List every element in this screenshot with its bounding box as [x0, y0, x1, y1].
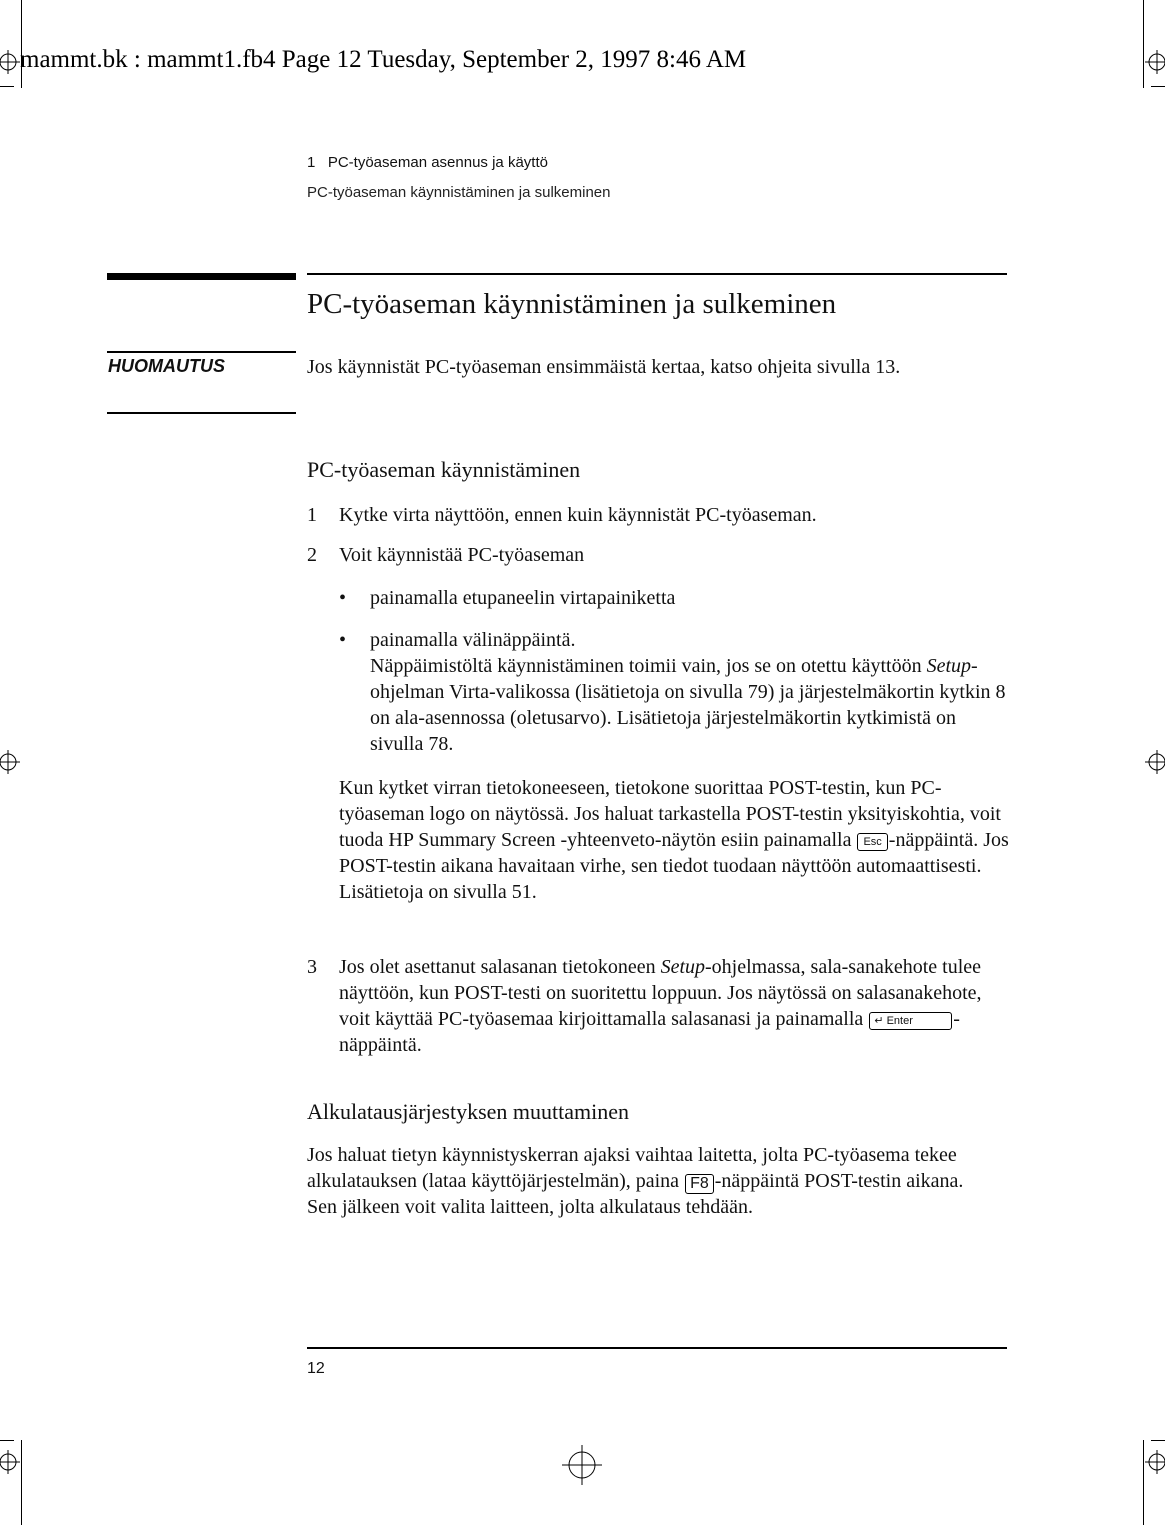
step-number: 3 [307, 956, 317, 978]
registration-mark-icon [0, 1450, 20, 1474]
step-text-part: -näppäintä. [339, 1008, 960, 1056]
crop-mark-bottom-right-h [1151, 1440, 1165, 1441]
running-head-chapter: 1 PC-työaseman asennus ja käyttö [307, 154, 548, 171]
step-text-part: -ohjelmassa, sala-sanakehote tulee näyttöön, kun POST-testi on suoritettu loppuun. Jos näytössä on salasanakehote, voit käyttää PC-työasemaa kirjoittamalla salasanasi ja painamalla [339, 956, 982, 1030]
print-header: mammt.bk : mammt1.fb4 Page 12 Tuesday, September 2, 1997 8:46 AM [20, 46, 747, 73]
heading-thick-rule [107, 273, 296, 280]
bullet-text-detail [370, 653, 1010, 757]
boot-order-part: -näppäintä POST-testin aikana. Sen jälkeen voit valita laitteen, jolta alkulataus tehdään. [307, 1170, 964, 1218]
section-heading-boot-order: Alkulatausjärjestyksen muuttaminen [307, 1099, 629, 1124]
bullet-text: painamalla etupaneelin virtapainiketta [370, 587, 676, 609]
bullet-icon: • [339, 587, 347, 609]
crop-mark-top-left-v [21, 0, 22, 88]
setup-emphasis: Setup [926, 655, 972, 677]
footer-rule [307, 1347, 1007, 1349]
post-paragraph-part: -näppäintä. Jos POST-testin aikana havaitaan virhe, sen tiedot tuodaan näyttöön automaattisesti. Lisätietoja on sivulla 51. [339, 829, 1009, 903]
heading-rule [307, 273, 1007, 275]
page-title: PC-työaseman käynnistäminen ja sulkeminen [307, 288, 837, 320]
registration-mark-icon [0, 50, 20, 74]
bullet-text [370, 627, 1010, 757]
step-number: 2 [307, 544, 317, 566]
section-heading-startup: PC-työaseman käynnistäminen [307, 457, 581, 482]
f8-key-icon: F8 [685, 1174, 714, 1194]
enter-key-icon [869, 1012, 952, 1030]
registration-mark-icon [562, 1445, 602, 1485]
running-head-section: PC-työaseman käynnistäminen ja sulkeminen [307, 184, 611, 201]
registration-mark-icon [1145, 1450, 1165, 1474]
bullet-text-line: painamalla välinäppäintä. [370, 629, 576, 651]
registration-mark-icon [1145, 50, 1165, 74]
setup-emphasis: Setup [660, 956, 706, 978]
crop-mark-top-right-v [1143, 0, 1144, 88]
enter-arrow-icon: ↵ [874, 1015, 884, 1027]
registration-mark-icon [0, 750, 20, 774]
step-text-part: Jos olet asettanut salasanan tietokoneen [339, 956, 661, 978]
step-number: 1 [307, 504, 317, 526]
note-label: HUOMAUTUS [108, 356, 225, 376]
enter-key-label: Enter [886, 1015, 913, 1027]
bullet-detail-part: Näppäimistöltä käynnistäminen toimii vain, jos se on otettu käyttöön [370, 655, 927, 677]
crop-mark-top-right-h [1151, 86, 1165, 87]
note-text: Jos käynnistät PC-työaseman ensimmäistä kertaa, katso ohjeita sivulla 13. [307, 356, 901, 378]
crop-mark-bottom-right-v [1143, 1440, 1144, 1525]
post-paragraph [339, 775, 1009, 905]
registration-mark-icon [1145, 750, 1165, 774]
step-text: Kytke virta näyttöön, ennen kuin käynnistät PC-työaseman. [339, 504, 817, 526]
step-text: Voit käynnistää PC-työaseman [339, 544, 585, 566]
step-text [339, 954, 1009, 1058]
boot-order-paragraph [307, 1142, 997, 1220]
post-paragraph-part: Kun kytket virran tietokoneeseen, tietokone suorittaa POST-testin, kun PC-työaseman logo on näytössä. Jos haluat tarkastella POST-testin yksityiskohtia, voit tuoda HP Summary Screen -yhteenveto-näytön esiin painamalla [339, 777, 1001, 851]
crop-mark-bottom-left-v [21, 1440, 22, 1525]
esc-key-icon: Esc [857, 833, 887, 851]
note-bottom-rule [107, 412, 296, 414]
note-top-rule [107, 351, 296, 353]
page-number: 12 [307, 1360, 325, 1377]
crop-mark-top-left-h [0, 86, 14, 87]
boot-order-part: Jos haluat tietyn käynnistyskerran ajaksi vaihtaa laitetta, jolta PC-työasema tekee alkulatauksen (lataa käyttöjärjestelmän), paina [307, 1144, 957, 1192]
bullet-detail-part: -ohjelman Virta-valikossa (lisätietoja on sivulla 79) ja järjestelmäkortin kytkin 8 on ala-asennossa (oletusarvo). Lisätietoja järjestelmäkortin kytkimistä on sivulla 78. [370, 655, 1006, 755]
crop-mark-bottom-left-h [0, 1440, 14, 1441]
bullet-icon: • [339, 629, 347, 651]
